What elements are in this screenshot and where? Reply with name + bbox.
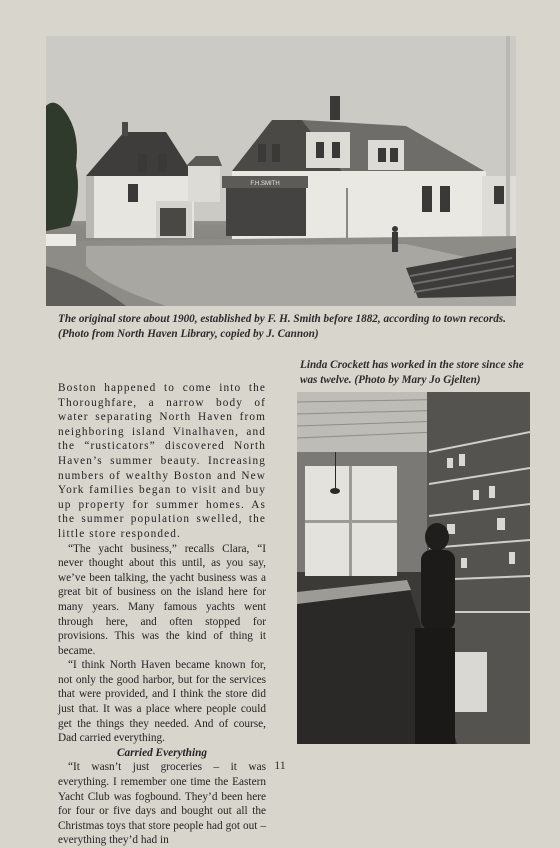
section-subheading: Carried Everything: [116, 746, 208, 759]
store-1900-illustration: [46, 36, 516, 306]
article-paragraph: Boston happened to come into the Thoroughfare, a narrow body of water separating North Haven from neighboring island Vinalhaven, and the “rusticators” discovered North Haven’s summer beauty. Increasing numbers of wealthy Boston and New York families began to visit and buy up property for summer homes. As the summer population swelled, the little store responded.: [58, 382, 266, 540]
right-photo-caption: Linda Crockett has worked in the store since she was twelve. (Photo by Mary Jo Gjelten): [300, 359, 524, 386]
article-paragraph: “I think North Haven became known for, not only the good harbor, but for the services that were provided, and I think the store did just that. It was a place where people could get the things they needed. And of course, Dad carried everything.: [58, 659, 266, 745]
article-column: [58, 381, 266, 848]
page-number: 11: [274, 758, 286, 772]
store-1900-photo: [46, 36, 516, 306]
article-paragraph: “It wasn’t just groceries – it was everything. I remember one time the Eastern Yacht Club was fogbound. They’d been here for four or five days and bought out all the Christmas toys that store people had got out – everything they’d had in: [58, 761, 266, 847]
article-paragraph: “The yacht business,” recalls Clara, “I never thought about this until, as you say, we’ve been talking, the yacht business was a great bit of business on the island here for many years. Many famous yachts went through here, and often stopped for provisions. This was the kind of thing it became.: [58, 542, 266, 657]
store-interior-photo: [297, 392, 530, 744]
store-interior-illustration: [297, 392, 530, 744]
top-photo-caption: The original store about 1900, established by F. H. Smith before 1882, according to town records. (Photo from North Haven Library, copied by J. Cannon): [58, 313, 506, 340]
store-sign-text: F.H.SMITH: [250, 181, 280, 187]
